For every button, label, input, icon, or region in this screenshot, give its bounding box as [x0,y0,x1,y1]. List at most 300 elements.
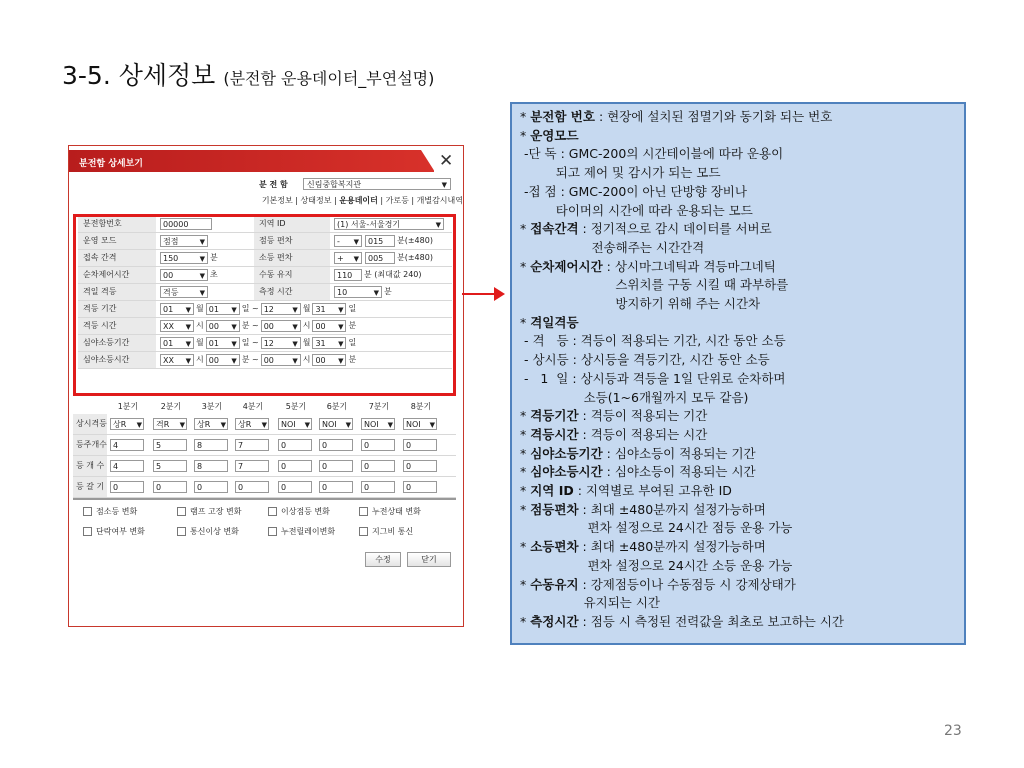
interval-label: 접속 간격 [78,250,156,266]
quarter-value: NOI [406,420,421,429]
pointer-arrow-line [462,293,498,295]
measure-time-value: 10 [337,288,348,297]
month-unit: 월 [196,304,204,313]
chevron-down-icon: ▼ [185,323,191,331]
sequential-control-label: 순차제어시간 [78,267,156,283]
quarter-header: 3분기 [201,402,223,411]
quarter-value: 5 [156,441,162,450]
quarter-value: 0 [113,483,119,492]
quarter-input[interactable] [319,439,353,451]
chevron-down-icon: ▼ [261,421,267,429]
checkbox-icon[interactable] [268,527,277,536]
quarter-input[interactable] [319,481,353,493]
tab-separator: | [331,196,340,205]
chevron-down-icon: ▼ [441,181,447,189]
chevron-down-icon: ▼ [353,255,359,263]
quarter-input[interactable] [235,439,269,451]
chevron-down-icon: ▼ [231,323,237,331]
bullet: * [520,258,531,274]
chevron-down-icon: ▼ [136,421,142,429]
bullet: * [520,576,531,592]
term: 운영모드 [530,127,579,143]
checkbox-icon[interactable] [177,527,186,536]
explanation-line [520,501,766,519]
checkbox-icon[interactable] [359,527,368,536]
chevron-down-icon: ▼ [345,421,351,429]
interval-value: 150 [163,254,179,263]
chevron-down-icon: ▼ [338,357,344,365]
quarter-input[interactable] [403,460,437,472]
quarter-select[interactable] [153,418,187,430]
explanation-line [520,276,788,294]
sequential-control-value: 00 [163,271,174,280]
chevron-down-icon: ▼ [292,357,298,365]
chevron-down-icon: ▼ [199,288,205,297]
quarter-row [73,477,456,498]
quarter-value: 0 [406,483,412,492]
measure-time-label: 측정 시간 [254,284,330,300]
quarter-input[interactable] [235,460,269,472]
explanation-line [520,538,766,556]
explanation-line [520,202,753,220]
minute-range-unit: 분 ~ [241,355,259,364]
tab-separator: | [408,196,417,205]
tab-separator: | [377,196,386,205]
checkbox-label: 램프 고장 변화 [190,507,242,516]
chevron-down-icon: ▼ [338,340,344,348]
change-checkbox[interactable] [177,505,241,519]
term: 격등기간 [530,408,579,424]
night-time-end-minute: 00 [315,356,326,365]
checkbox-label: 점소등 변화 [96,507,138,516]
description: 방지하기 위해 주는 시간차 [520,296,761,311]
term: 분전함 번호 [530,109,595,124]
quarter-input[interactable] [403,481,437,493]
alternate-time-label: 격등 시간 [78,318,156,334]
day-unit: 일 [348,338,357,347]
chevron-down-icon: ▼ [338,323,344,331]
close-icon[interactable]: ✕ [439,151,454,171]
op-mode-label: 운영 모드 [78,233,156,249]
term: 심야소등기간 [530,445,603,461]
manual-hold-field[interactable]: 110 [334,269,362,281]
explanation-line [520,445,756,463]
region-id-label: 지역 ID [254,216,330,232]
explanation-line [520,407,707,425]
on-deviation-label: 점등 편차 [254,233,330,249]
alternate-period-label: 격등 기간 [78,301,156,317]
quarter-row-label: 등 개 수 [73,456,107,476]
quarter-input[interactable] [235,481,269,493]
checkbox-label: 단락여부 변화 [96,527,145,536]
night-period-start-month: 01 [163,339,174,348]
explanation-line [520,482,732,500]
bullet: * [520,483,531,498]
slide-title-main: 3-5. 상세정보 [62,61,216,90]
bullet: * [520,314,531,330]
period-start-day: 01 [208,305,219,314]
dialog-title: 분전함 상세보기 [79,159,143,169]
op-mode-value: 점점 [163,236,179,246]
quarter-value: 0 [364,441,370,450]
quarter-value: 상R [197,420,211,429]
checkbox-label: 이상점등 변화 [281,507,330,516]
tab-status-info[interactable]: 상태정보 [300,196,332,205]
titlebar-notch [421,150,435,172]
description: 유지되는 시간 [520,595,660,611]
chevron-down-icon: ▼ [231,340,237,348]
off-deviation-label: 소등 편차 [254,250,330,266]
quarter-value: 5 [156,462,162,471]
quarter-header: 7분기 [368,402,390,411]
quarter-input[interactable] [278,481,312,493]
term: 소등편차 [530,539,579,555]
time-end-hour: 00 [263,322,274,331]
slide-title [62,56,434,92]
bullet: * [520,127,531,143]
chevron-down-icon: ▼ [387,421,393,429]
quarter-header: 5분기 [285,402,307,411]
term: 측정시간 [530,613,579,629]
dialog-titlebar [69,146,463,174]
explanation-line [520,463,756,481]
bullet: * [520,408,531,424]
description: - 상시등 : 상시등을 격등기간, 시간 동안 소등 [520,352,770,368]
time-start-minute: 00 [208,322,219,331]
quarter-header: 6분기 [326,402,348,411]
quarter-row-label: 상시격등 [73,414,107,434]
sequential-control-unit: 초 [210,270,218,279]
night-time-start-hour: XX [163,356,174,365]
quarter-input[interactable] [319,460,353,472]
description: 전송해주는 시간간격 [520,239,705,255]
day-range-unit: 일 ~ [241,304,259,313]
explanation-line [520,557,792,575]
bullet: * [520,426,531,442]
night-off-time-label: 심야소등시간 [78,352,156,368]
explanation-line [520,258,776,276]
description: 편차 설정으로 24시간 소등 운용 가능 [520,557,793,573]
chevron-down-icon: ▼ [304,421,310,429]
bullet: * [520,221,531,237]
quarter-value: 상R [238,420,252,429]
quarter-input[interactable] [194,439,228,451]
quarter-input[interactable] [361,460,395,472]
change-checkbox[interactable] [83,505,137,519]
quarter-select[interactable] [194,418,228,430]
chevron-down-icon: ▼ [353,238,359,246]
tab-basic-info[interactable]: 기본정보 [261,196,293,205]
explanation-line [520,108,832,126]
panel-detail-dialog [68,145,464,627]
checkbox-label: 누전릴레이변화 [281,527,336,536]
quarter-input[interactable] [194,481,228,493]
explanation-line [520,519,792,537]
explanation-line [520,314,579,332]
explanation-line [520,351,770,369]
panel-selector-label: 분 전 함 [259,180,288,189]
quarter-input[interactable] [403,439,437,451]
chevron-down-icon: ▼ [292,323,298,331]
alternate-label: 격일 격등 [78,284,156,300]
description: : 심야소등이 적용되는 시간 [602,464,756,480]
explanation-line [520,332,786,350]
quarter-input[interactable] [278,439,312,451]
quarter-value: NOI [281,420,296,429]
measure-time-unit: 분 [384,287,392,296]
checkbox-icon[interactable] [268,507,277,516]
period-end-month: 12 [263,305,274,314]
quarter-row [73,435,456,456]
quarter-select[interactable] [403,418,437,430]
quarter-header: 4분기 [242,402,264,411]
manual-hold-unit: 분 (최대값 240) [364,270,422,279]
description: -단 독 : GMC-200의 시간테이블에 따라 운용이 [520,146,784,162]
description: 편차 설정으로 24시간 점등 운용 가능 [520,520,793,536]
description: 되고 제어 및 감시가 되는 모드 [520,165,721,181]
time-end-minute: 00 [315,322,326,331]
quarter-row-label: 등 갈 기 [73,477,107,497]
night-time-start-minute: 00 [208,356,219,365]
chevron-down-icon: ▼ [220,421,226,429]
explanation-line [520,576,796,594]
description: : 격등이 적용되는 기간 [578,408,708,424]
description: -접 점 : GMC-200이 아닌 단방향 장비나 [520,183,747,199]
on-deviation-unit: 분(±480) [397,236,433,245]
night-period-end-month: 12 [263,339,274,348]
term: 격등시간 [530,426,579,442]
description: : 최대 ±480분까지 설정가능하며 [578,501,766,517]
hour-unit: 시 [302,321,311,330]
description: : 강제점등이나 수동점등 시 강제상태가 [578,576,796,592]
chevron-down-icon: ▼ [292,306,298,314]
quarter-input[interactable] [361,439,395,451]
description: 스위치를 구동 시킬 때 과부하를 [520,277,789,293]
description: : 최대 ±480분까지 설정가능하며 [578,539,766,555]
chevron-down-icon: ▼ [429,421,435,429]
explanation-line [520,295,760,313]
quarter-input[interactable] [153,439,187,451]
checkbox-label: 누전상태 변화 [372,507,421,516]
quarter-value: 8 [197,462,203,471]
quarter-value: 0 [281,483,287,492]
night-period-end-day: 31 [315,339,326,348]
explanation-line [520,426,707,444]
change-checkbox[interactable] [83,525,145,539]
change-alert-checkboxes [73,498,456,548]
period-start-month: 01 [163,305,174,314]
quarter-value: 0 [406,462,412,471]
arrow-right-icon [494,287,505,301]
tab-individual-monitoring[interactable]: 개별감시내역 [416,196,463,205]
term: 접속간격 [530,221,579,237]
night-off-period-label: 심야소등기간 [78,335,156,351]
explanation-panel [510,102,966,645]
month-unit: 월 [302,338,311,347]
quarter-select[interactable] [278,418,312,430]
panel-selector-value: 신림중합복지관 [307,180,362,189]
term: 수동유지 [530,576,579,592]
quarter-input[interactable] [153,460,187,472]
quarter-select[interactable] [235,418,269,430]
quarter-value: 0 [364,483,370,492]
minute-range-unit: 분 ~ [241,321,259,330]
quarter-row [73,456,456,477]
explanation-line [520,594,660,612]
explanation-line [520,127,579,145]
panel-selector[interactable] [303,178,451,190]
chevron-down-icon: ▼ [199,255,205,263]
description: - 격 등 : 격등이 적용되는 기간, 시간 동안 소등 [520,333,786,349]
change-checkbox[interactable] [268,525,335,539]
quarter-value: NOI [364,420,379,429]
quarter-select[interactable] [361,418,395,430]
close-button[interactable]: 닫기 [407,552,451,567]
off-deviation-unit: 분(±480) [397,253,433,262]
explanation-line [520,164,721,182]
chevron-down-icon: ▼ [185,306,191,314]
slide-title-sub: (분전함 운용데이터_부연설명) [223,69,435,88]
quarter-input[interactable] [110,439,144,451]
description: : 상시마그네틱과 격등마그네틱 [602,258,776,274]
explanation-line [520,389,748,407]
chevron-down-icon: ▼ [179,421,185,429]
region-id-value: (1) 서울-서울경기 [337,219,401,229]
term: 지역 ID [530,483,574,498]
chevron-down-icon: ▼ [185,340,191,348]
quarter-value: 0 [238,483,244,492]
night-time-end-hour: 00 [263,356,274,365]
quarter-row [73,414,456,435]
explanation-line [520,370,786,388]
time-start-hour: XX [163,322,174,331]
on-deviation-sign: - [337,237,340,246]
checkbox-icon[interactable] [83,507,92,516]
quarter-value: 상R [113,420,127,429]
quarter-input[interactable] [194,460,228,472]
explanation-line [520,613,844,631]
hour-unit: 시 [302,355,311,364]
quarter-value: NOI [322,420,337,429]
tab-streetlight[interactable]: 가로등 [385,196,409,205]
term: 점등편차 [530,501,579,517]
night-period-start-day: 01 [208,339,219,348]
quarter-header: 8분기 [410,402,432,411]
checkbox-label: 지그비 통신 [372,527,414,536]
quarter-select[interactable] [110,418,144,430]
period-end-day: 31 [315,305,326,314]
quarter-row-label: 등주개수 [73,435,107,455]
manual-hold-label: 수동 유지 [254,267,330,283]
edit-button[interactable]: 수정 [365,552,401,567]
chevron-down-icon: ▼ [185,357,191,365]
quarter-value: 0 [322,462,328,471]
checkbox-icon[interactable] [177,507,186,516]
quarter-value: 0 [197,483,203,492]
hour-unit: 시 [196,321,204,330]
quarter-value: 0 [406,441,412,450]
change-checkbox[interactable] [268,505,330,519]
quarter-value: 0 [156,483,162,492]
quarter-value: 7 [238,441,244,450]
panel-no-label: 분전함번호 [78,216,156,232]
description: : 점등 시 측정된 전력값을 최초로 보고하는 시간 [578,613,844,629]
quarter-value: 0 [281,441,287,450]
alternate-value: 격등 [163,287,179,297]
term: 격일격등 [530,314,579,330]
explanation-line [520,239,704,257]
change-checkbox[interactable] [359,525,413,539]
quarter-header: 1분기 [117,402,139,411]
on-deviation-field[interactable]: 015 [365,235,395,247]
quarter-input[interactable] [110,460,144,472]
bullet: * [520,539,531,555]
quarter-input[interactable] [153,481,187,493]
quarter-value: 8 [197,441,203,450]
quarter-input[interactable] [110,481,144,493]
quarter-select[interactable] [319,418,353,430]
interval-unit: 분 [210,253,218,262]
description: : 지역별로 부여된 고유한 ID [573,483,732,498]
dialog-tabs [207,195,463,206]
description: : 격등이 적용되는 시간 [578,426,708,442]
tab-separator: | [292,196,301,205]
chevron-down-icon: ▼ [199,272,205,280]
term: 순차제어시간 [530,258,603,274]
minute-unit: 분 [348,355,357,364]
panel-no-field[interactable]: 00000 [160,218,212,230]
description: : 현장에 설치된 점멸기와 동기화 되는 번호 [594,109,833,124]
term: 심야소등시간 [530,464,603,480]
change-checkbox[interactable] [359,505,421,519]
month-unit: 월 [302,304,311,313]
quarter-header: 2분기 [160,402,182,411]
explanation-line [520,220,772,238]
bullet: * [520,445,531,461]
chevron-down-icon: ▼ [231,306,237,314]
page-number: 23 [944,723,962,739]
description: - 1 일 : 상시등과 격등을 1일 단위로 순차하며 [520,370,786,386]
quarter-value: 0 [322,483,328,492]
checkbox-icon[interactable] [359,507,368,516]
off-deviation-field[interactable]: 005 [365,252,395,264]
quarter-value: 0 [281,462,287,471]
quarter-value: 0 [322,441,328,450]
bullet: * [520,464,531,480]
explanation-line [520,145,783,163]
quarter-value: 7 [238,462,244,471]
chevron-down-icon: ▼ [292,340,298,348]
day-unit: 일 [348,304,357,313]
quarter-input[interactable] [361,481,395,493]
quarter-value: 4 [113,462,119,471]
chevron-down-icon: ▼ [231,357,237,365]
quarter-input[interactable] [278,460,312,472]
minute-unit: 분 [348,321,357,330]
description: : 정기적으로 감시 데이터를 서버로 [578,221,772,237]
change-checkbox[interactable] [177,525,239,539]
description: 타이머의 시간에 따라 운용되는 모드 [520,202,753,218]
checkbox-icon[interactable] [83,527,92,536]
explanation-line [520,183,747,201]
hour-unit: 시 [196,355,204,364]
tab-operation-data[interactable]: 운용데이터 [339,196,378,205]
bullet: * [520,109,531,124]
month-unit: 월 [196,338,204,347]
quarter-value: 0 [364,462,370,471]
quarter-value: 격R [156,420,170,429]
checkbox-label: 통신이상 변화 [190,527,239,536]
